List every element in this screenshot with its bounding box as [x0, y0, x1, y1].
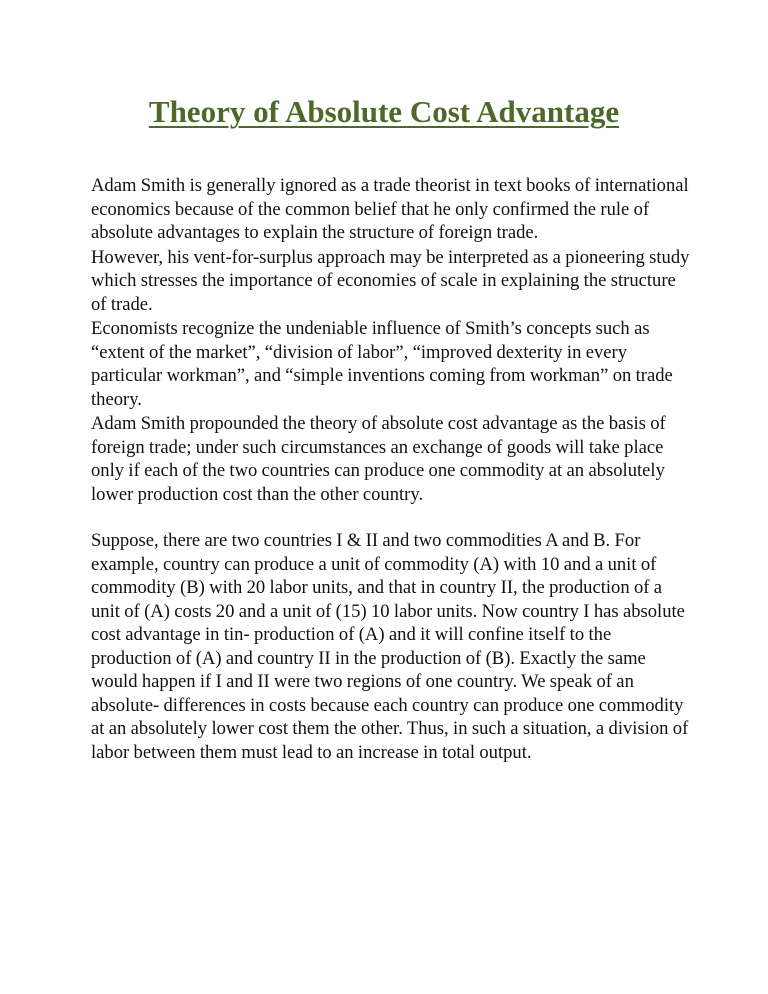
paragraph-3: Economists recognize the undeniable influence of Smith’s concepts such as “extent of the market”, “division of labor”, “improved dexterity in every particular workman”, and “simple inventions coming from workman” on trade theory. [91, 318, 673, 410]
paragraph-4: Adam Smith propounded the theory of absolute cost advantage as the basis of foreign trade; under such circumstances an exchange of goods will take place only if each of the two countries can produce one commodity at an absolutely lower production cost than the other country. [91, 413, 666, 505]
document-body [91, 174, 691, 764]
paragraph-2: However, his vent-for-surplus approach may be interpreted as a pioneering study which stresses the importance of economies of scale in explaining the structure of trade. [91, 246, 690, 315]
paragraph-1: Adam Smith is generally ignored as a trade theorist in text books of international economics because of the common belief that he only confirmed the rule of absolute advantages to explain the structure of foreign trade. [91, 175, 689, 243]
document-title: Theory of Absolute Cost Advantage [148, 94, 620, 129]
paragraph-5: Suppose, there are two countries I & II and two commodities A and B. For example, country can produce a unit of commodity (A) with 10 and a unit of commodity (B) with 20 labor units, and that in country II, the production of a unit of (A) costs 20 and a unit of (15) 10 labor units. Now country I has absolute cost advantage in tin- production of (A) and it will confine itself to the production of (A) and country II in the production of (B). Exactly the same would happen if I and II were two regions of one country. We speak of an absolute- differences in costs because each country can produce one commodity at an absolutely lower cost them the other. Thus, in such a situation, a division of labor between them must lead to an increase in total output. [91, 530, 689, 763]
